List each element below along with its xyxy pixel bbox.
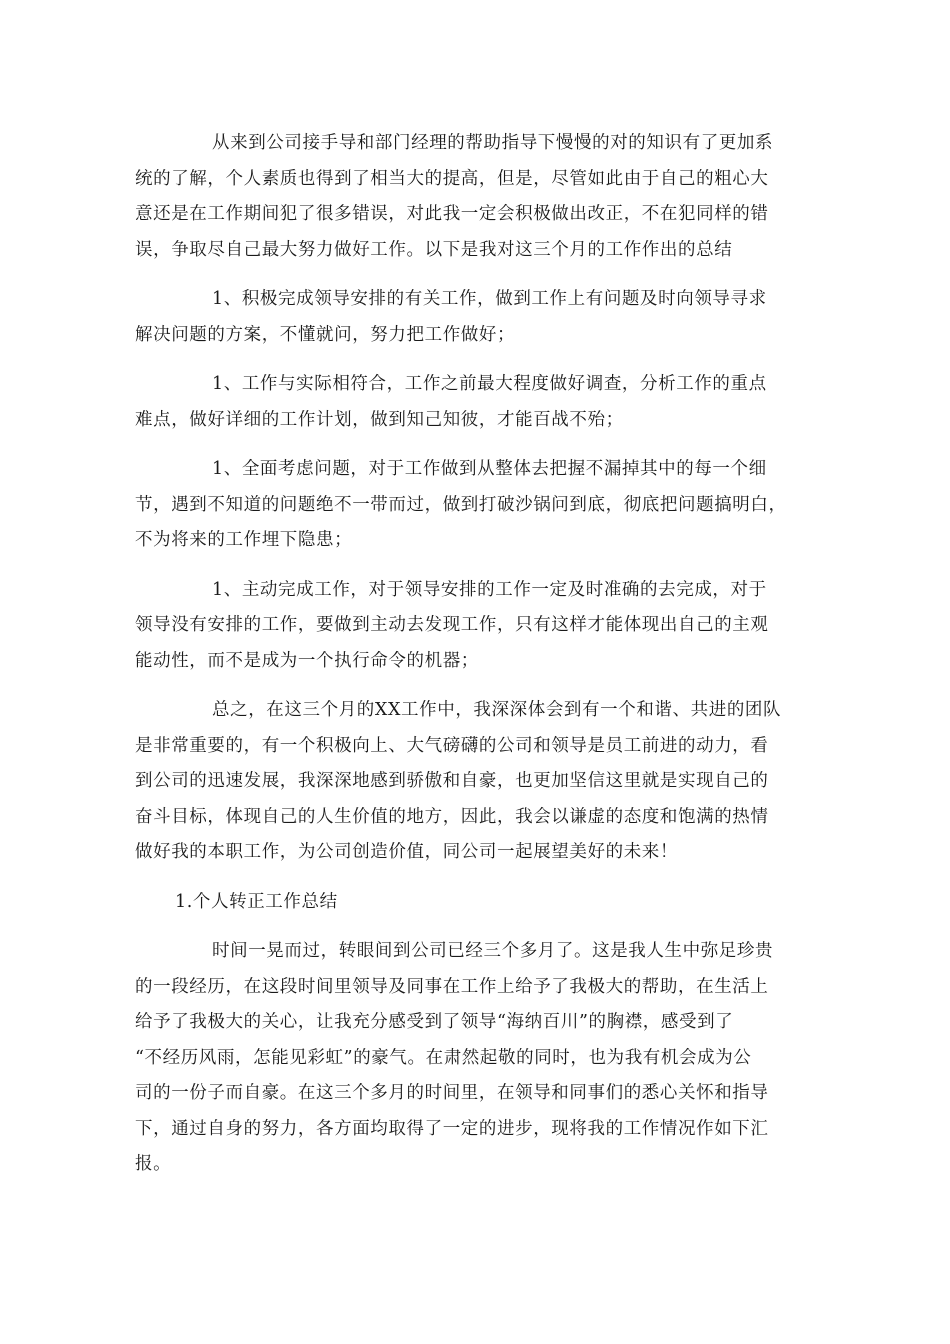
text-line: 解决问题的方案，不懂就问，努力把工作做好； [135,324,516,345]
text-line: 的一段经历，在这段时间里领导及同事在工作上给予了我极大的帮助，在生活上 [135,976,769,997]
text-line: 能动性，而不是成为一个执行命令的机器； [135,650,479,671]
text-line: 1、工作与实际相符合，工作之前最大程度做好调查，分析工作的重点 [212,374,767,394]
text-line: 做好我的本职工作，为公司创造价值，同公司一起展望美好的未来！ [135,842,678,862]
document-body [135,126,825,1197]
text-line: 1、主动完成工作，对于领导安排的工作一定及时准确的去完成，对于 [212,579,767,600]
paragraph-intro [135,126,825,268]
paragraph-point-2 [135,367,825,438]
text-line: 领导没有安排的工作，要做到主动去发现工作，只有这样才能体现出自己的主观 [135,615,769,635]
text-line: 难点，做好详细的工作计划，做到知己知彼，才能百战不殆； [135,409,624,430]
text-line: 是非常重要的，有一个积极向上、大气磅礴的公司和领导是员工前进的动力，看 [135,735,769,756]
text-line: “不经历风雨，怎能见彩虹”的豪气。在肃然起敬的同时，也为我有机会成为公 [135,1047,752,1068]
paragraph-summary [135,693,825,871]
text-line: 误，争取尽自己最大努力做好工作。以下是我对这三个月的工作作出的总结 [135,239,733,260]
paragraph-point-3 [135,452,825,559]
text-line: 下，通过自身的努力，各方面均取得了一定的进步，现将我的工作情况作如下汇 [135,1118,769,1139]
text-line: 给予了我极大的关心，让我充分感受到了领导“海纳百川”的胸襟，感受到了 [135,1012,734,1032]
paragraph-final [135,934,825,1183]
section-heading: 1.个人转正工作总结 [175,891,338,912]
text-line: 奋斗目标，体现自己的人生价值的地方，因此，我会以谦虚的态度和饱满的热情 [135,806,769,827]
text-line: 时间一晃而过，转眼间到公司已经三个多月了。这是我人生中弥足珍贵 [212,941,774,961]
text-line: 1、全面考虑问题，对于工作做到从整体去把握不漏掉其中的每一个细 [212,459,767,479]
text-line: 意还是在工作期间犯了很多错误，对此我一定会积极做出改正，不在犯同样的错 [135,204,769,224]
text-line: 到公司的迅速发展，我深深地感到骄傲和自豪，也更加坚信这里就是实现自己的 [135,771,769,791]
text-line: 司的一份子而自豪。在这三个多月的时间里，在领导和同事们的悉心关怀和指导 [135,1083,769,1103]
paragraph-point-1 [135,282,825,353]
text-line: 报。 [135,1154,172,1174]
text-line: 从来到公司接手导和部门经理的帮助指导下慢慢的对的知识有了更加系 [212,133,774,153]
text-line: 节，遇到不知道的问题绝不一带而过，做到打破沙锅问到底，彻底把问题搞明白， [135,494,787,515]
text-line: 不为将来的工作埋下隐患； [135,530,353,550]
text-line: 1、积极完成领导安排的有关工作，做到工作上有问题及时向领导寻求 [212,289,767,309]
paragraph-point-4 [135,573,825,680]
text-line: 统的了解，个人素质也得到了相当大的提高，但是，尽管如此由于自己的粗心大 [135,168,769,189]
text-line: 总之，在这三个月的XX工作中，我深深体会到有一个和谐、共进的团队 [212,700,782,720]
